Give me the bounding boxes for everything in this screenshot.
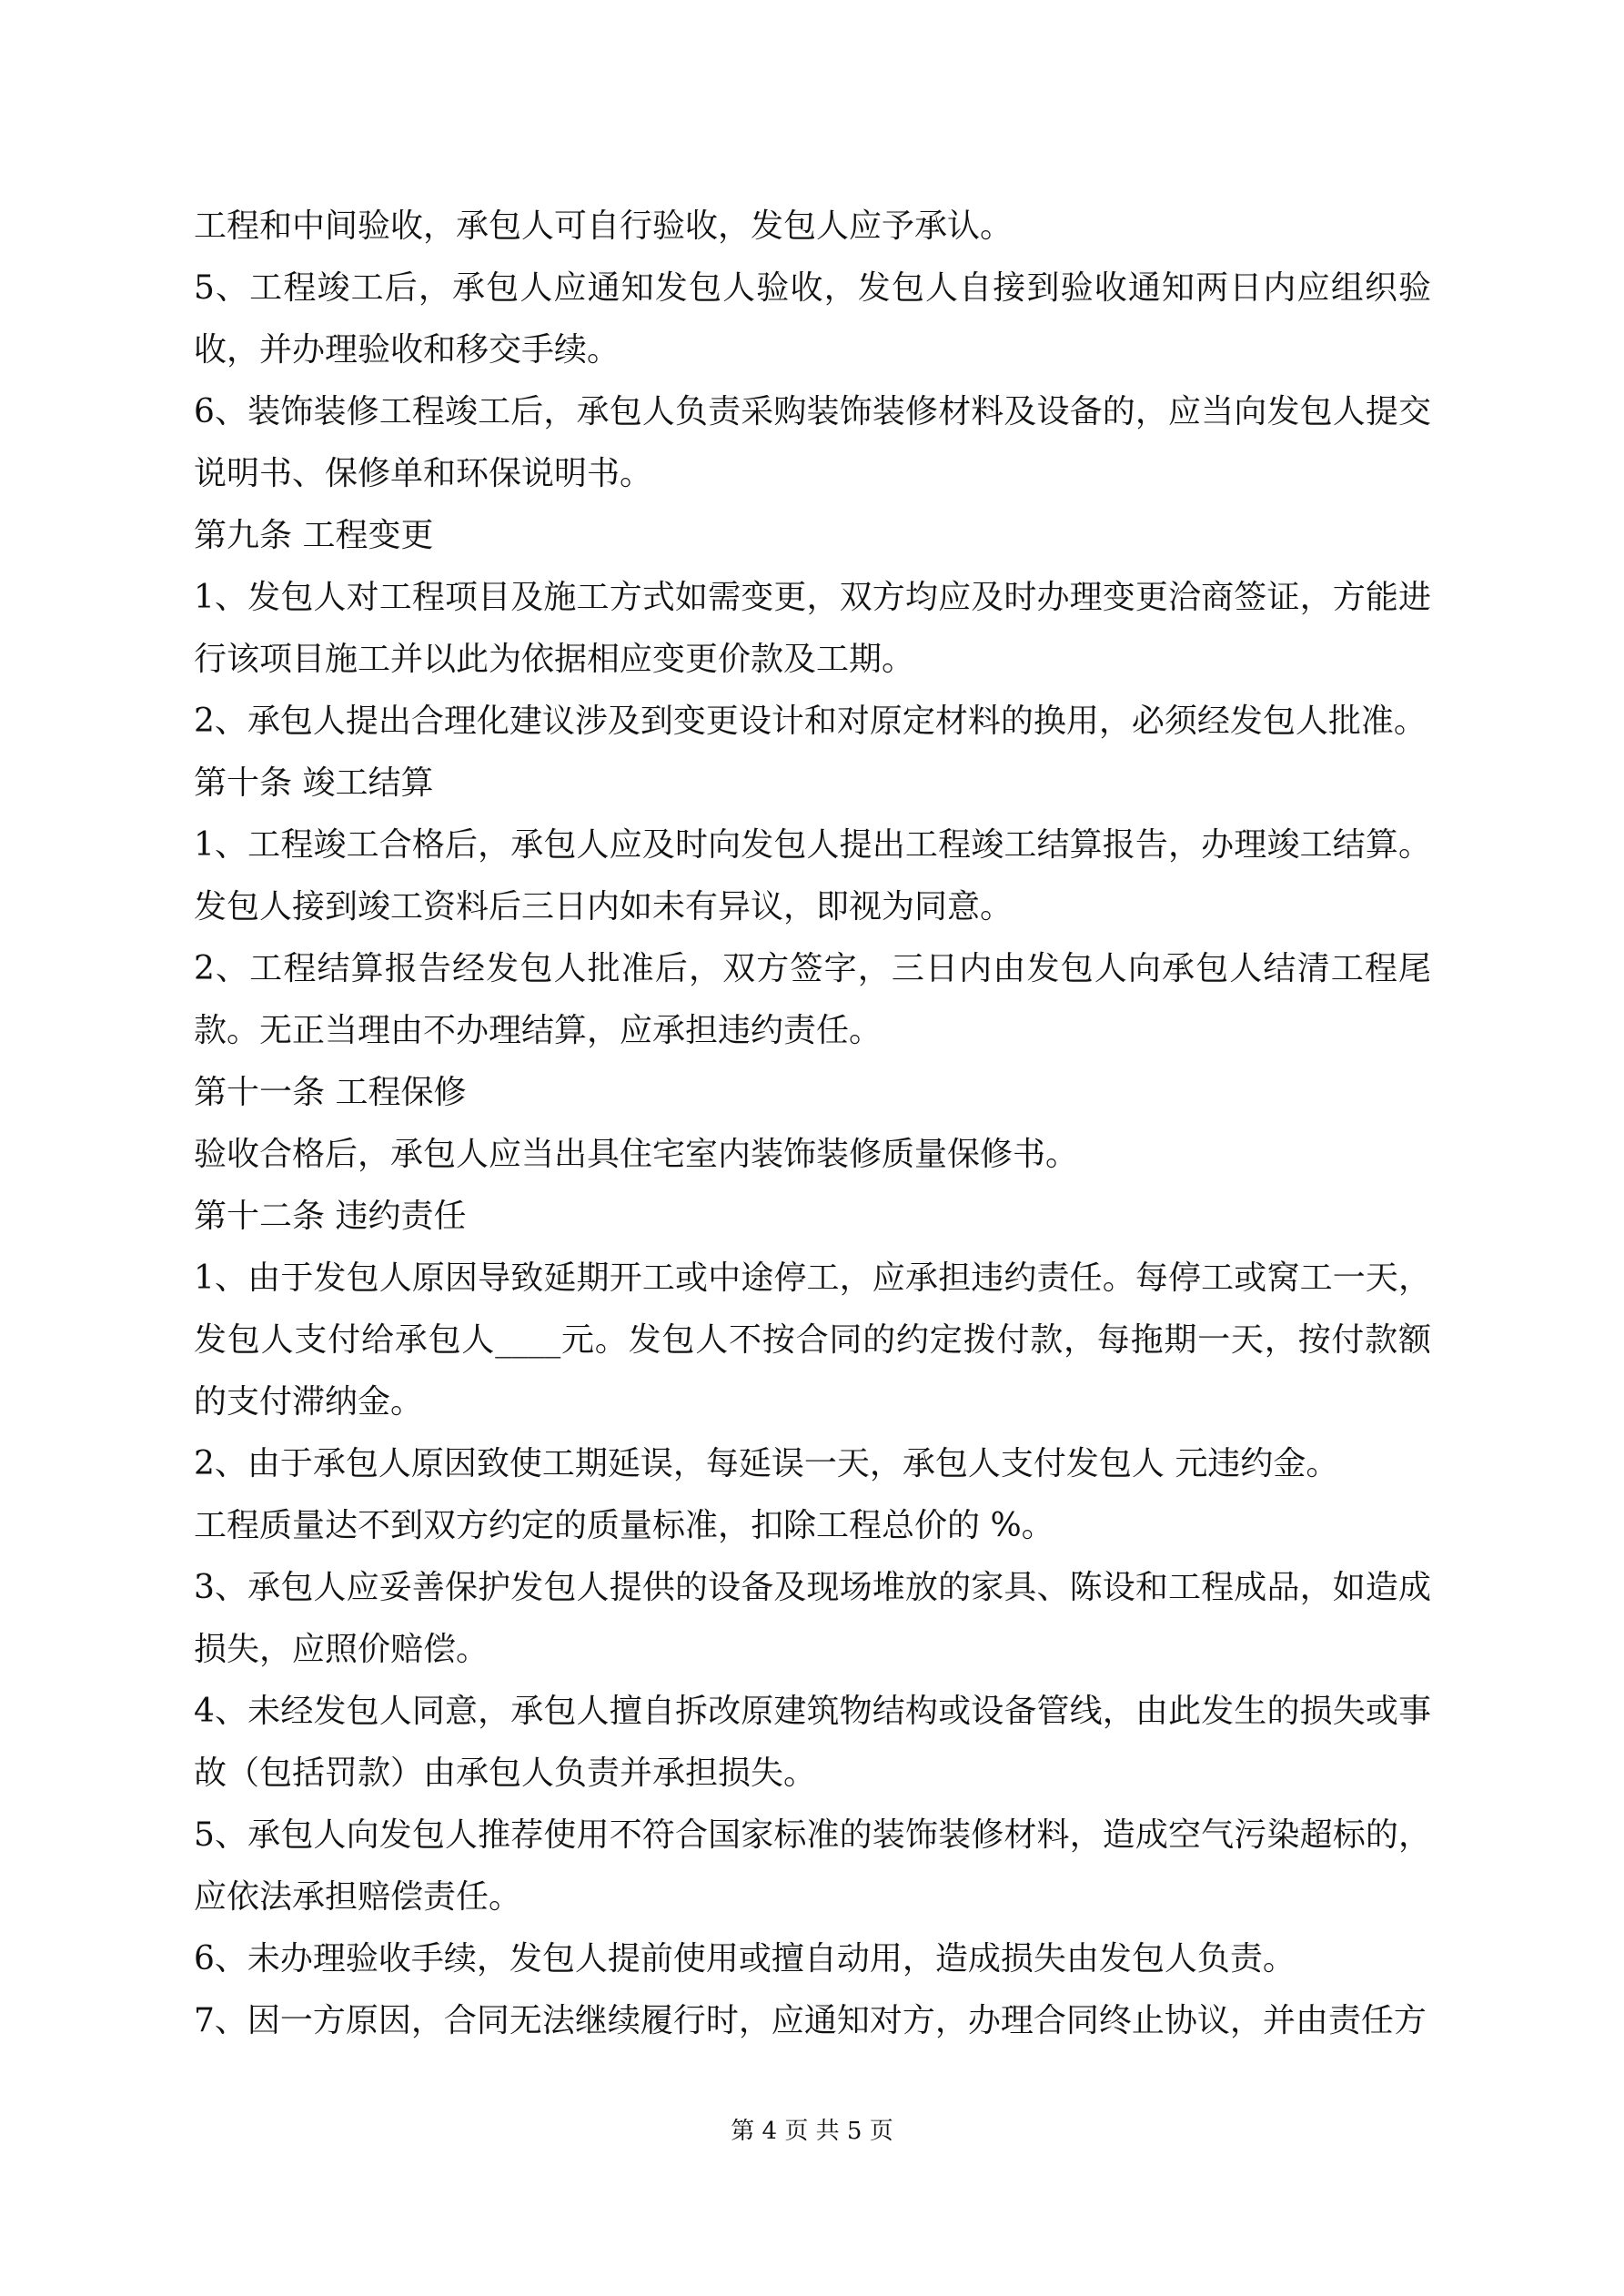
paragraph: 工程质量达不到双方约定的质量标准，扣除工程总价的 %。 [194,1507,1054,1544]
paragraph: 工程和中间验收，承包人可自行验收，发包人应予承认。 [194,207,1014,245]
paragraph: 1、工程竣工合格后，承包人应及时向发包人提出工程竣工结算报告，办理竣工结算。发包人接到竣工资料后三日内如未有异议，即视为同意。 [194,826,1431,925]
paragraph: 1、发包人对工程项目及施工方式如需变更，双方均应及时办理变更洽商签证，方能进行该项目施工并以此为依据相应变更价款及工期。 [194,579,1431,678]
section-heading: 第九条 工程变更 [194,517,434,554]
paragraph: 7、因一方原因，合同无法继续履行时，应通知对方，办理合同终止协议，并由责任方 [194,2002,1427,2039]
section-heading: 第十二条 违约责任 [194,1198,467,1235]
section-heading: 第十一条 工程保修 [194,1074,467,1111]
paragraph: 4、未经发包人同意，承包人擅自拆改原建筑物结构或设备管线，由此发生的损失或事故（包括罚款）由承包人负责并承担损失。 [194,1693,1431,1792]
page-footer: 第 4 页 共 5 页 [731,2118,893,2145]
paragraph: 5、承包人向发包人推荐使用不符合国家标准的装饰装修材料，造成空气污染超标的，应依法承担赔偿责任。 [194,1816,1431,1916]
section-heading: 第十条 竣工结算 [194,764,434,802]
paragraph: 6、未办理验收手续，发包人提前使用或擅自动用，造成损失由发包人负责。 [194,1940,1296,1977]
document-body [194,196,1431,2052]
paragraph: 2、工程结算报告经发包人批准后，双方签字，三日内由发包人向承包人结清工程尾款。无正当理由不办理结算，应承担违约责任。 [194,950,1431,1049]
paragraph: 6、装饰装修工程竣工后，承包人负责采购装饰装修材料及设备的，应当向发包人提交说明书、保修单和环保说明书。 [194,393,1431,492]
paragraph: 3、承包人应妥善保护发包人提供的设备及现场堆放的家具、陈设和工程成品，如造成损失，应照价赔偿。 [194,1569,1431,1668]
paragraph: 1、由于发包人原因导致延期开工或中途停工，应承担违约责任。每停工或窝工一天，发包人支付给承包人____元。发包人不按合同的约定拨付款，每拖期一天，按付款额的支付滞纳金。 [194,1259,1431,1421]
paragraph: 2、承包人提出合理化建议涉及到变更设计和对原定材料的换用，必须经发包人批准。 [194,703,1427,740]
paragraph: 2、由于承包人原因致使工期延误，每延误一天，承包人支付发包人 元违约金。 [194,1445,1339,1482]
paragraph: 5、工程竣工后，承包人应通知发包人验收，发包人自接到验收通知两日内应组织验收，并办理验收和移交手续。 [194,269,1431,369]
paragraph: 验收合格后，承包人应当出具住宅室内装饰装修质量保修书。 [194,1136,1079,1173]
